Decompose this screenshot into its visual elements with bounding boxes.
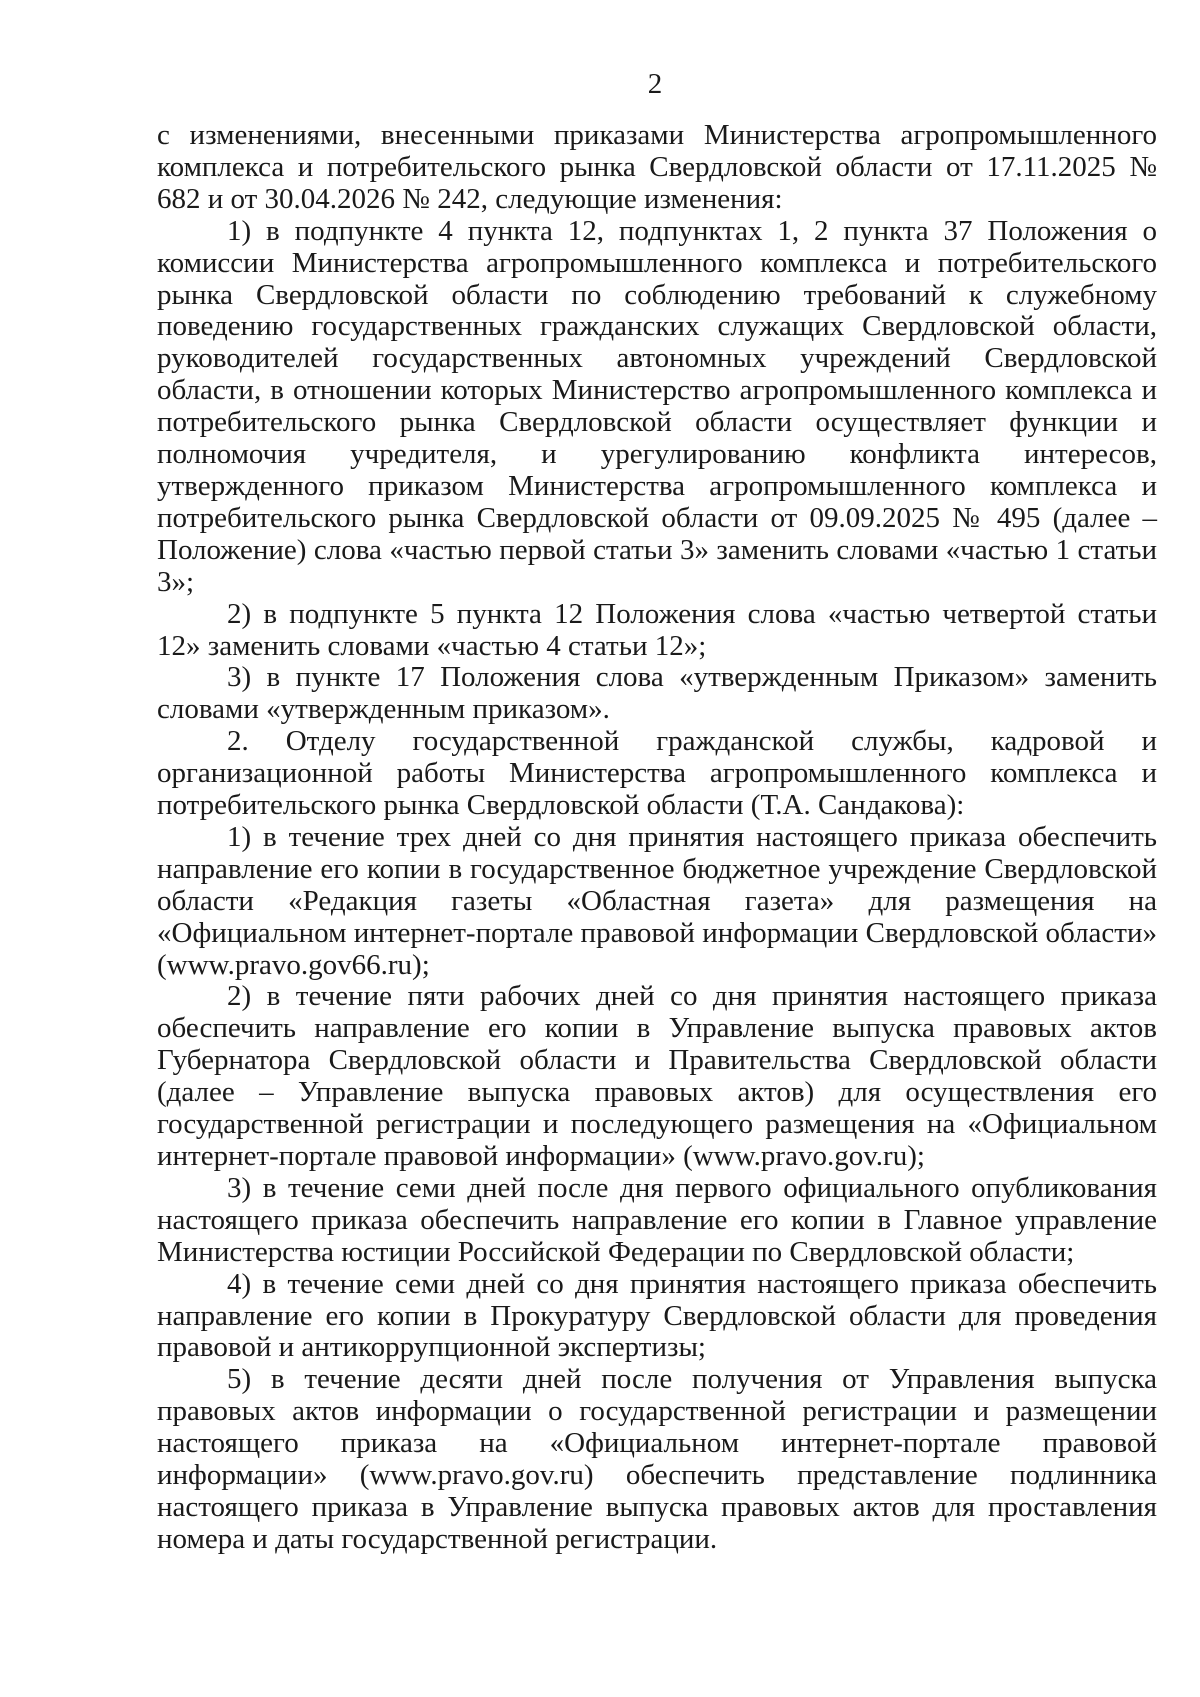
paragraph-item-1-1: 1) в подпункте 4 пункта 12, подпунктах 1, 2 пункта 37 Положения о комиссии Министерства агропромышленного комплекса и потребительского рынка Свердловской области по соблюдению требований к служебному поведению государственных гражданских служащих Свердловской области, руководителей государственных автономных учреждений Свердловской области, в отношении которых Министерство агропромышленного комплекса и потребительского рынка Свердловской области осуществляет функции и полномочия учредителя, и урегулированию конфликта интересов, утвержденного приказом Министерства агропромышленного комплекса и потребительского рынка Свердловской области от 09.09.2025 № 495 (далее – Положение) слова «частью первой статьи 3» заменить словами «частью 1 статьи 3»; bbox=[157, 214, 1157, 598]
paragraph-item-2-4: 4) в течение семи дней со дня принятия настоящего приказа обеспечить направление его копии в Прокуратуру Свердловской области для проведения правовой и антикоррупционной экспертизы; bbox=[157, 1267, 1157, 1364]
paragraph-item-2-5: 5) в течение десяти дней после получения от Управления выпуска правовых актов информации о государственной регистрации и размещении настоящего приказа на «Официальном интернет-портале правовой информации» (www.pravo.gov.ru) обеспечить представление подлинника настоящего приказа в Управление выпуска правовых актов для проставления номера и даты государственной регистрации. bbox=[157, 1363, 1157, 1555]
paragraph-item-1-2: 2) в подпункте 5 пункта 12 Положения слова «частью четвертой статьи 12» заменить словами «частью 4 статьи 12»; bbox=[157, 597, 1157, 662]
page-number: 2 bbox=[647, 68, 663, 100]
paragraph-continuation: с изменениями, внесенными приказами Министерства агропромышленного комплекса и потребительского рынка Свердловской области от 17.11.2025 № 682 и от 30.04.2026 № 242, следующие изменения: bbox=[157, 119, 1157, 215]
paragraph-item-1-3: 3) в пункте 17 Положения слова «утвержденным Приказом» заменить словами «утвержденным приказом». bbox=[157, 661, 1157, 726]
document-body bbox=[157, 120, 1157, 1556]
paragraph-item-2-2: 2) в течение пяти рабочих дней со дня принятия настоящего приказа обеспечить направление его копии в Управление выпуска правовых актов Губернатора Свердловской области и Правительства Свердловской области (далее – Управление выпуска правовых актов) для осуществления его государственной регистрации и последующего размещения на «Официальном интернет-портале правовой информации» (www.pravo.gov.ru); bbox=[157, 980, 1157, 1172]
paragraph-clause-2: 2. Отделу государственной гражданской службы, кадровой и организационной работы Министерства агропромышленного комплекса и потребительского рынка Свердловской области (Т.А. Сандакова): bbox=[157, 725, 1157, 822]
paragraph-item-2-3: 3) в течение семи дней после дня первого официального опубликования настоящего приказа обеспечить направление его копии в Главное управление Министерства юстиции Российской Федерации по Свердловской области; bbox=[157, 1171, 1157, 1268]
paragraph-item-2-1: 1) в течение трех дней со дня принятия настоящего приказа обеспечить направление его копии в государственное бюджетное учреждение Свердловской области «Редакция газеты «Областная газета» для размещения на «Официальном интернет-портале правовой информации Свердловской области» (www.pravo.gov66.ru); bbox=[157, 820, 1157, 981]
